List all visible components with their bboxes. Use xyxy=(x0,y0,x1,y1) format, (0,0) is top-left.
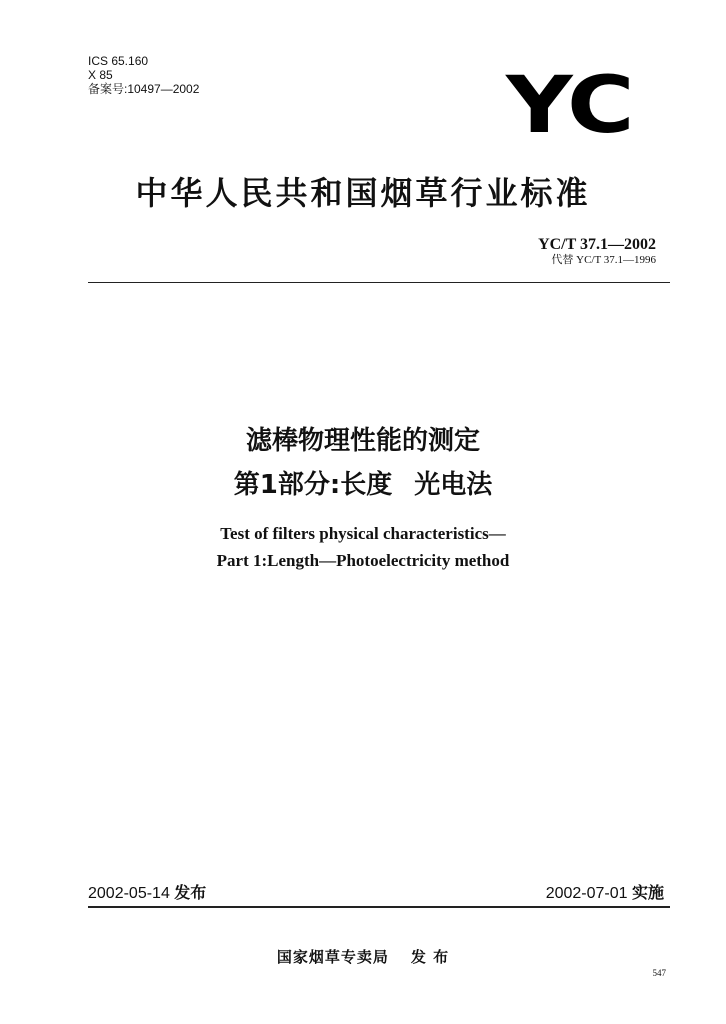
footer-divider xyxy=(88,906,670,908)
filing-number: 备案号:10497—2002 xyxy=(88,82,200,96)
implementation-label: 实施 xyxy=(631,883,664,902)
publisher-action: 发 布 xyxy=(410,948,450,966)
chinese-title-part: 第1部分:长度 xyxy=(233,470,393,500)
english-title-line2: Part 1:Length—Photoelectricity method xyxy=(216,551,510,570)
header-divider xyxy=(88,282,670,283)
standard-category-title: 中华人民共和国烟草行业标准 xyxy=(135,174,591,212)
standard-number: YC/T 37.1—2002 xyxy=(538,236,656,253)
classification-code: X 85 xyxy=(88,68,113,82)
implementation-date: 2002-07-01 xyxy=(545,885,628,902)
document-metadata xyxy=(88,54,199,96)
publisher-name: 国家烟草专卖局 xyxy=(276,948,389,966)
issue-date: 2002-05-14 xyxy=(88,885,170,902)
chinese-title-method: 光电法 xyxy=(414,470,493,500)
replaces-standard: 代替 YC/T 37.1—1996 xyxy=(551,254,656,266)
chinese-title-line2 xyxy=(0,464,726,501)
chinese-title-line1: 滤棒物理性能的测定 xyxy=(245,426,480,456)
yc-logo: YC xyxy=(506,61,633,151)
ics-code: ICS 65.160 xyxy=(88,54,149,68)
english-title-line1: Test of filters physical characteristics— xyxy=(220,524,506,543)
issue-label: 发布 xyxy=(174,883,207,902)
publisher-line xyxy=(0,946,726,967)
implementation-date-block xyxy=(546,880,664,903)
standard-number-block xyxy=(538,236,656,267)
issue-date-block xyxy=(88,880,206,903)
page-number: 547 xyxy=(652,968,666,978)
